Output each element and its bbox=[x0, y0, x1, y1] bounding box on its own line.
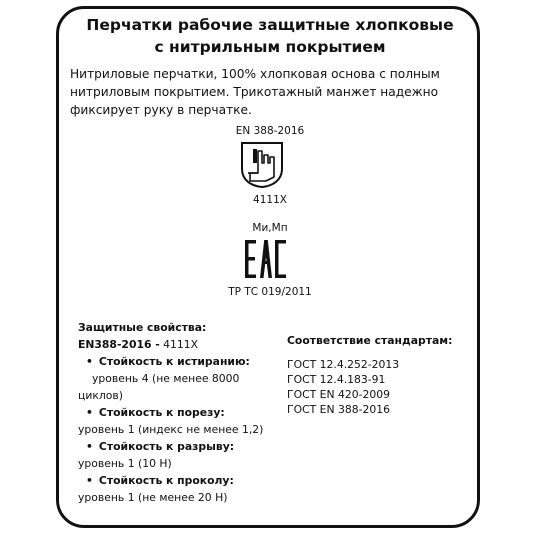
properties-heading: Защитные свойства: bbox=[78, 321, 207, 334]
property-value: уровень 1 (индекс не менее 1,2) bbox=[78, 423, 264, 436]
product-description bbox=[70, 65, 470, 119]
property-value: циклов) bbox=[78, 389, 123, 402]
standard-item: ГОСТ EN 420-2009 bbox=[287, 388, 390, 401]
property-value: уровень 1 (10 Н) bbox=[78, 457, 172, 470]
en-standard-code: 4111X bbox=[253, 194, 287, 206]
description-line-1: Нитриловые перчатки, 100% хлопковая основа с полным bbox=[70, 67, 440, 81]
standard-item: ГОСТ EN 388-2016 bbox=[287, 403, 390, 416]
properties-standard: EN388-2016 - 4111X bbox=[78, 338, 199, 351]
description-line-2: нитриловым покрытием. Трикотажный манжет надежно bbox=[70, 85, 439, 99]
en-standard-label: EN 388-2016 bbox=[235, 125, 305, 137]
protective-properties bbox=[78, 319, 288, 506]
property-name: • Стойкость к порезу: bbox=[78, 404, 288, 421]
standards-heading: Соответствие стандартам: bbox=[287, 334, 453, 347]
standard-item: ГОСТ 12.4.252-2013 bbox=[287, 358, 400, 371]
eac-label-top: Ми,Мп bbox=[252, 222, 288, 234]
property-name: • Стойкость к разрыву: bbox=[78, 438, 288, 455]
glove-shield-icon bbox=[240, 141, 284, 189]
property-name: • Стойкость к проколу: bbox=[78, 472, 288, 489]
title-line-1: Перчатки рабочие защитные хлопковые bbox=[86, 16, 454, 34]
standard-item: ГОСТ 12.4.183-91 bbox=[287, 373, 386, 386]
eac-mark-icon bbox=[244, 239, 288, 279]
title-line-2: с нитрильным покрытием bbox=[154, 38, 386, 56]
property-value: уровень 1 (не менее 20 Н) bbox=[78, 491, 228, 504]
standards-compliance bbox=[287, 333, 467, 417]
property-name: • Стойкость к истиранию: bbox=[78, 353, 288, 370]
property-value: уровень 4 (не менее 8000 bbox=[92, 372, 240, 385]
page-title bbox=[60, 14, 480, 58]
eac-label-bottom: ТР ТС 019/2011 bbox=[228, 286, 312, 298]
description-line-3: фиксирует руку в перчатке. bbox=[70, 103, 252, 117]
